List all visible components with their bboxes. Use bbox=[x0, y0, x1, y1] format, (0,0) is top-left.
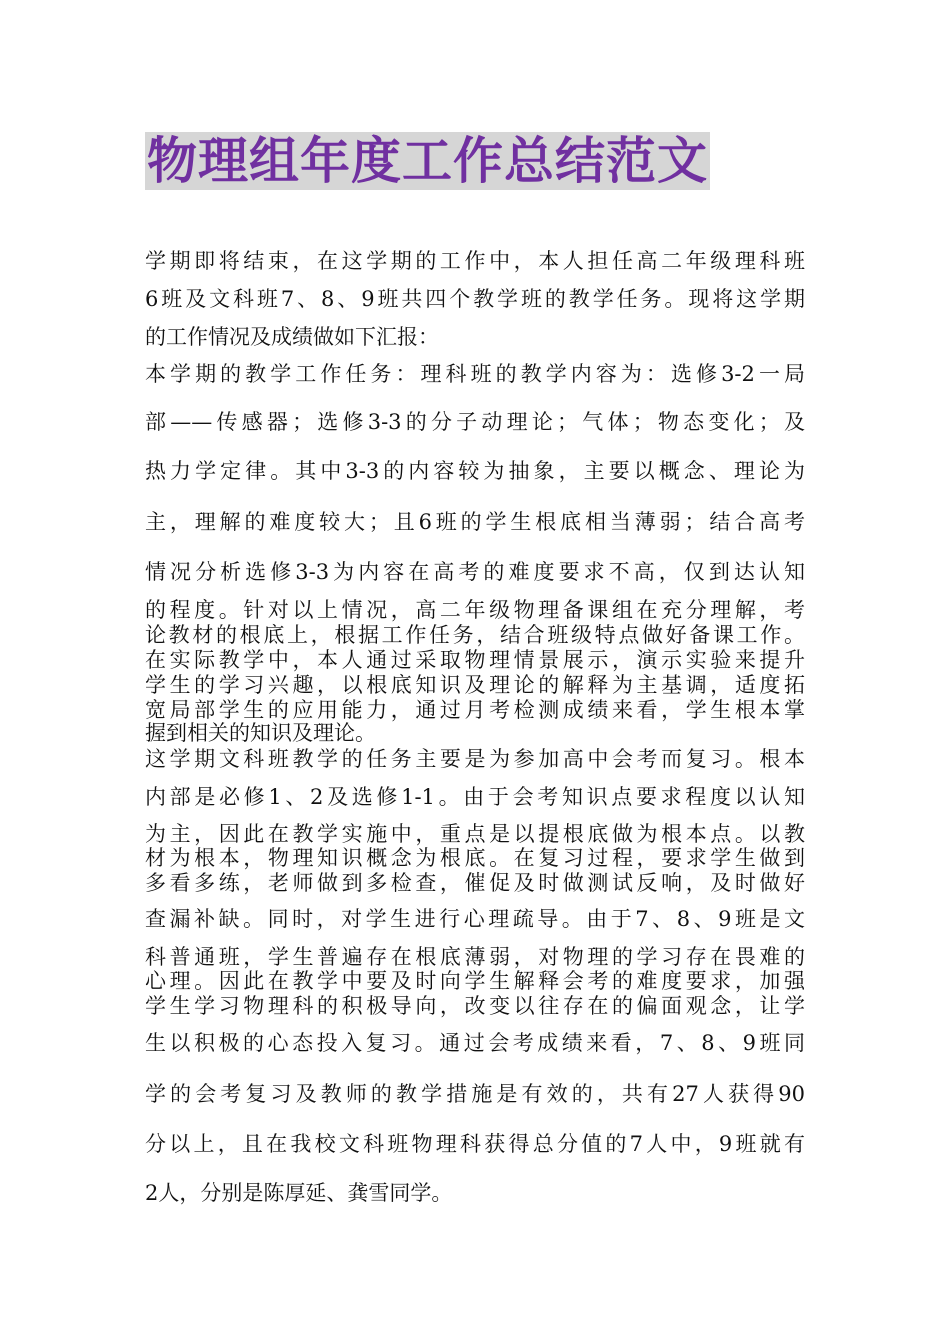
text-line: 主，理解的难度较大；且6班的学生根底相当薄弱；结合高考 bbox=[145, 510, 805, 534]
text-line: 部——传感器；选修3-3的分子动理论；气体；物态变化；及 bbox=[145, 410, 805, 434]
text-line: 6班及文科班7、8、9班共四个教学班的教学任务。现将这学期 bbox=[145, 287, 805, 311]
text-line: 握到相关的知识及理论。 bbox=[145, 721, 376, 745]
text-line: 的工作情况及成绩做如下汇报： bbox=[145, 325, 439, 349]
text-line: 分以上，且在我校文科班物理科获得总分值的7人中，9班就有 bbox=[145, 1132, 805, 1156]
text-line: 材为根本，物理知识概念为根底。在复习过程，要求学生做到 bbox=[145, 846, 805, 870]
text-line: 多看多练，老师做到多检查，催促及时做测试反响，及时做好 bbox=[145, 871, 805, 895]
text-line: 查漏补缺。同时，对学生进行心理疏导。由于7、8、9班是文 bbox=[145, 907, 805, 931]
text-line: 学生学习物理科的积极导向，改变以往存在的偏面观念，让学 bbox=[145, 994, 805, 1018]
text-line: 论教材的根底上，根据工作任务，结合班级特点做好备课工作。 bbox=[145, 623, 805, 647]
text-line: 学期即将结束，在这学期的工作中，本人担任高二年级理科班 bbox=[145, 249, 805, 273]
text-line: 宽局部学生的应用能力，通过月考检测成绩来看，学生根本掌 bbox=[145, 698, 805, 722]
text-line: 为主，因此在教学实施中，重点是以提根底做为根本点。以教 bbox=[145, 822, 805, 846]
text-line: 的程度。针对以上情况，高二年级物理备课组在充分理解，考 bbox=[145, 598, 805, 622]
text-line: 内部是必修1、2及选修1-1。由于会考知识点要求程度以认知 bbox=[145, 785, 805, 809]
text-line: 这学期文科班教学的任务主要是为参加高中会考而复习。根本 bbox=[145, 747, 805, 771]
text-line: 情况分析选修3-3为内容在高考的难度要求不高，仅到达认知 bbox=[145, 560, 805, 584]
text-line: 在实际教学中，本人通过采取物理情景展示，演示实验来提升 bbox=[145, 648, 805, 672]
text-line: 科普通班，学生普遍存在根底薄弱，对物理的学习存在畏难的 bbox=[145, 945, 805, 969]
text-line: 热力学定律。其中3-3的内容较为抽象，主要以概念、理论为 bbox=[145, 459, 805, 483]
text-line: 本学期的教学工作任务：理科班的教学内容为：选修3-2一局 bbox=[145, 362, 805, 386]
text-line: 学的会考复习及教师的教学措施是有效的，共有27人获得90 bbox=[145, 1082, 805, 1106]
text-line: 生以积极的心态投入复习。通过会考成绩来看，7、8、9班同 bbox=[145, 1031, 805, 1055]
text-line: 学生的学习兴趣，以根底知识及理论的解释为主基调，适度拓 bbox=[145, 673, 805, 697]
document-title: 物理组年度工作总结范文 bbox=[147, 132, 708, 190]
text-line: 心理。因此在教学中要及时向学生解释会考的难度要求，加强 bbox=[145, 969, 805, 993]
text-line: 2人，分别是陈厚延、龚雪同学。 bbox=[145, 1181, 453, 1205]
